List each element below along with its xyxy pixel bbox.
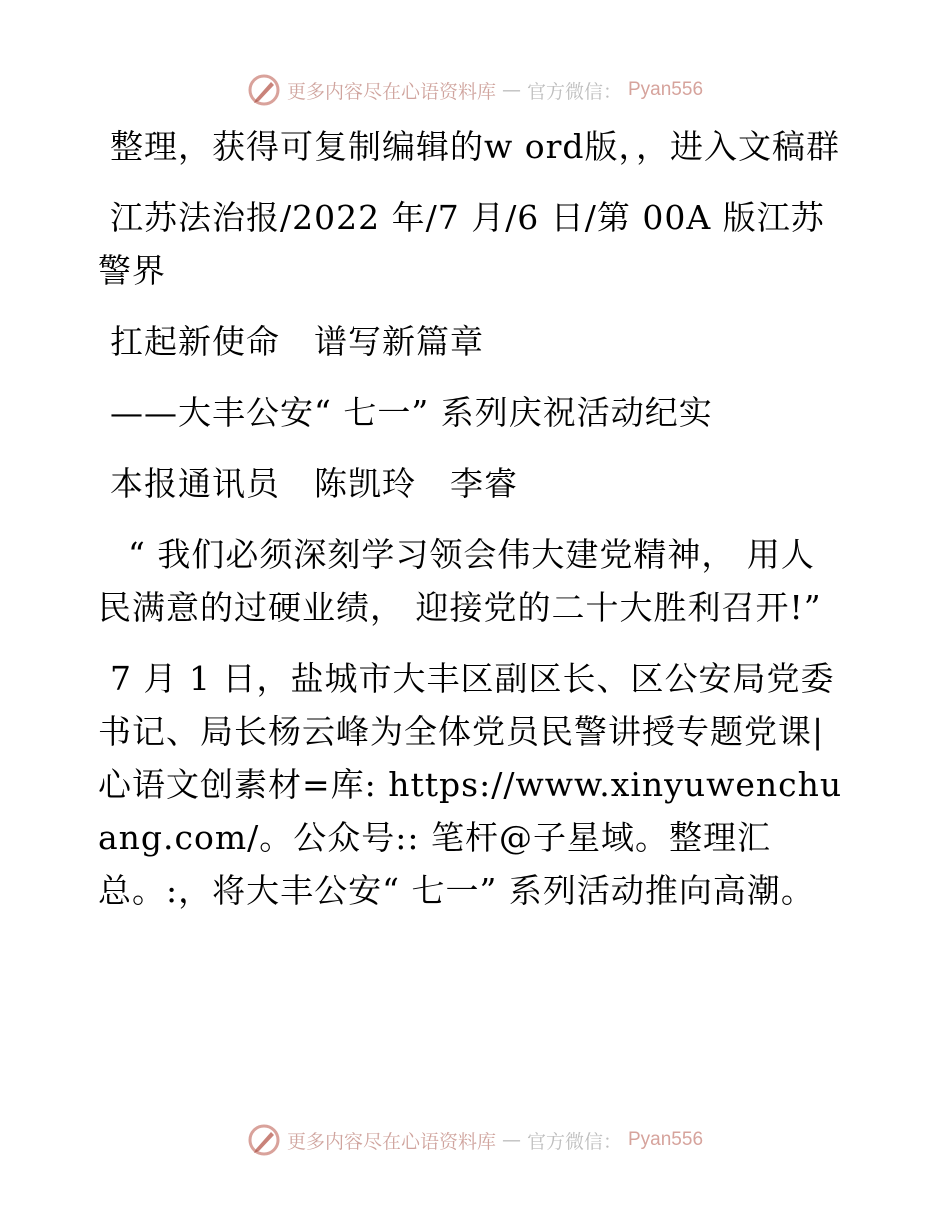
watermark-separator: —: [501, 1129, 521, 1151]
article-subtitle: ——大丰公安“ 七一” 系列庆祝活动纪实: [110, 393, 713, 432]
article-byline: 本报通讯员 陈凯玲 李睿: [110, 464, 518, 503]
watermark-wechat-id: Pyan556: [628, 79, 704, 100]
header-watermark: [0, 70, 950, 110]
watermark-separator: —: [501, 79, 521, 101]
paragraph-body: 7 月 1 日，盐城市大丰区副区长、区公安局党委书记、局长杨云峰为全体党员民警讲授专题党课|心语文创素材=库: https://www.xinyuwenchuang.com/。公众号:: 笔杆@子星域。整理汇总。:，将大丰公安“ 七一” 系列活动推向高潮。: [98, 659, 843, 910]
pen-logo-icon: [247, 1123, 281, 1157]
article-title: 扛起新使命 谱写新篇章: [110, 322, 484, 361]
watermark-wechat-id: Pyan556: [628, 1129, 704, 1150]
watermark-wechat-label: 官方微信：: [526, 80, 622, 103]
footer-watermark: [0, 1120, 950, 1160]
paragraph-intro: 整理，获得可复制编辑的w ord版，，进入文稿群: [110, 127, 841, 166]
document-body: [98, 120, 848, 935]
paragraph-quote: “ 我们必须深刻学习领会伟大建党精神， 用人民满意的过硬业绩， 迎接党的二十大胜利召开!”: [98, 535, 822, 627]
watermark-text: 更多内容尽在心语资料库: [286, 1130, 496, 1153]
watermark-wechat-label: 官方微信：: [526, 1130, 622, 1153]
watermark-text: 更多内容尽在心语资料库: [286, 80, 496, 103]
pen-logo-icon: [247, 73, 281, 107]
paragraph-source: 江苏法治报/2022 年/7 月/6 日/第 00A 版江苏警界: [98, 198, 825, 290]
